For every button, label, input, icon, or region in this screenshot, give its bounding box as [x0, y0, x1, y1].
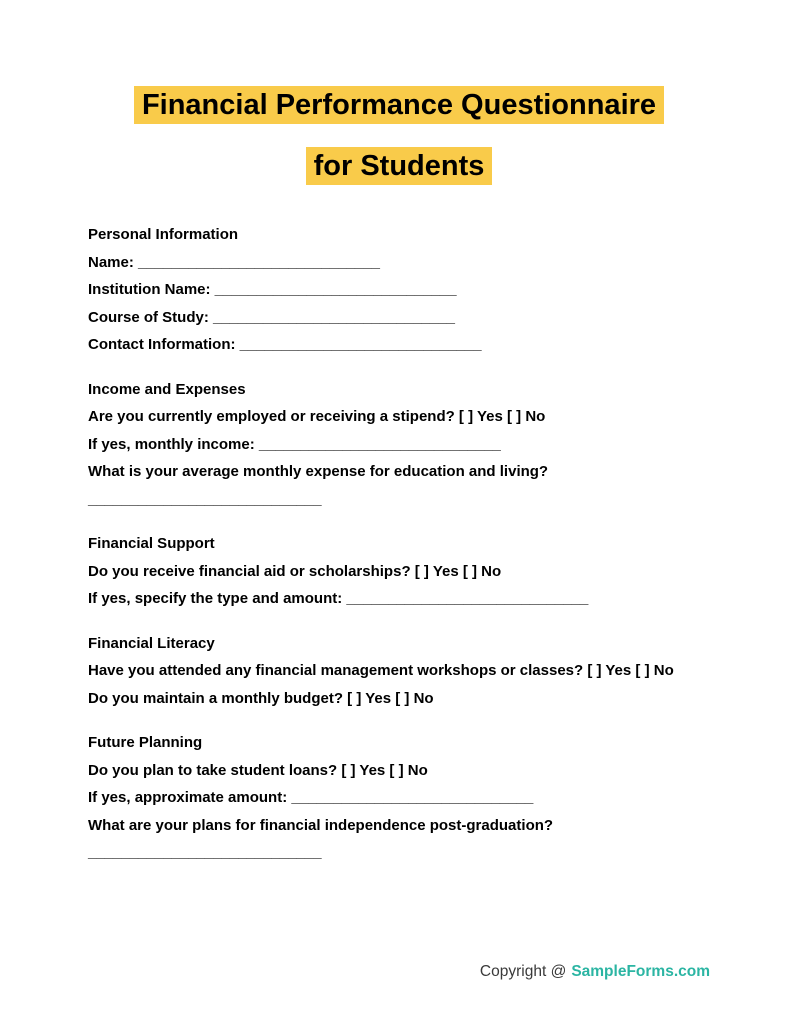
title-line-2-wrap	[88, 147, 710, 185]
section-heading: Personal Information	[88, 226, 239, 243]
form-line-independence-question: What are your plans for financial independence post-graduation?	[88, 816, 554, 834]
title-line-1-wrap	[88, 86, 710, 124]
section-heading: Financial Literacy	[88, 634, 215, 652]
form-line-name: Name: _____________________________	[88, 253, 380, 271]
document-title	[88, 0, 710, 185]
copyright-text: Copyright @	[479, 963, 567, 980]
form-content	[88, 221, 710, 867]
section-heading: Income and Expenses	[88, 380, 246, 398]
section-income-and-expenses	[88, 376, 710, 514]
page-title-line-2: for Students	[306, 147, 493, 185]
form-line-aid-type-amount: If yes, specify the type and amount: _____________________________	[88, 590, 589, 607]
form-line-monthly-income: If yes, monthly income: _____________________________	[88, 435, 501, 453]
section-heading: Financial Support	[88, 535, 215, 552]
section-heading: Future Planning	[88, 734, 203, 751]
section-financial-literacy	[88, 630, 710, 713]
section-personal-information	[88, 221, 710, 359]
form-line-independence-blank: ____________________________	[88, 844, 322, 861]
sampleforms-link[interactable]: SampleForms.com	[571, 963, 710, 980]
form-line-monthly-expense-blank: ____________________________	[88, 490, 322, 508]
form-line-financial-aid: Do you receive financial aid or scholarships? [ ] Yes [ ] No	[88, 562, 502, 580]
form-line-institution-name: Institution Name: _____________________________	[88, 281, 457, 298]
section-future-planning	[88, 729, 710, 867]
form-line-monthly-budget: Do you maintain a monthly budget? [ ] Yes [ ] No	[88, 689, 434, 707]
form-line-contact-information: Contact Information: _____________________________	[88, 336, 482, 353]
page-footer	[480, 963, 710, 981]
form-line-course-of-study: Course of Study: _____________________________	[88, 308, 455, 326]
form-line-employed-stipend: Are you currently employed or receiving a stipend? [ ] Yes [ ] No	[88, 408, 546, 425]
form-line-monthly-expense-question: What is your average monthly expense for education and living?	[88, 463, 549, 480]
form-line-workshops: Have you attended any financial management workshops or classes? [ ] Yes [ ] No	[88, 662, 674, 679]
form-line-approximate-amount: If yes, approximate amount: _____________________________	[88, 789, 534, 806]
form-line-student-loans: Do you plan to take student loans? [ ] Yes [ ] No	[88, 761, 428, 779]
page-title-line-1: Financial Performance Questionnaire	[134, 86, 664, 124]
section-financial-support	[88, 530, 710, 613]
